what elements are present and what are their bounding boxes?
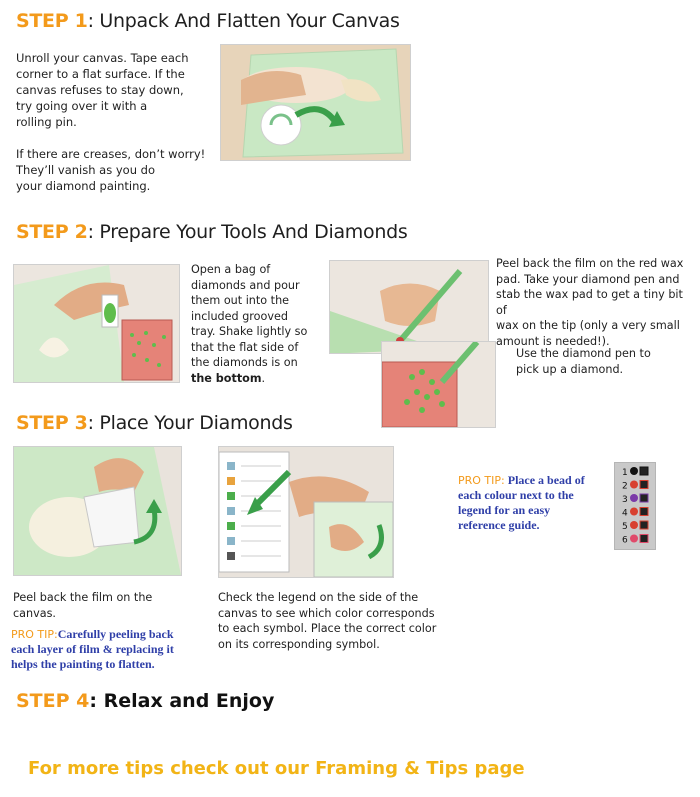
text-line: canvas refuses to stay down, — [16, 83, 184, 97]
legend-symbol — [640, 521, 648, 529]
legend-number: 2 — [622, 481, 628, 492]
illustration-pick-diamond — [381, 341, 496, 428]
step-1-instructions — [16, 50, 206, 194]
legend-bead — [630, 481, 638, 489]
text-line: They’ll vanish as you do — [16, 163, 155, 177]
step-3-left-caption — [13, 590, 213, 621]
text-line: your diamond painting. — [16, 179, 151, 193]
step-label: STEP — [16, 690, 77, 712]
text-line: Peel back the film on the — [13, 591, 153, 604]
step-number: 1 — [74, 10, 88, 32]
footer-tips-link[interactable]: For more tips check out our Framing & Tips page — [28, 758, 525, 779]
text-line: the diamonds is on — [191, 356, 298, 369]
text-line: legend for an easy — [458, 503, 551, 517]
text-line: rolling pin. — [16, 115, 77, 129]
legend-number: 5 — [622, 522, 628, 532]
step-number: 4 — [76, 690, 90, 712]
step-2-pick-instructions — [516, 346, 696, 377]
text-line: that the flat side of — [191, 340, 299, 354]
text-line: try going over it with a — [16, 99, 148, 113]
step-1-heading — [16, 10, 400, 32]
step-number: 3 — [74, 412, 88, 434]
text-line: reference guide. — [458, 518, 540, 532]
step-title-text: : Unpack And Flatten Your Canvas — [87, 10, 400, 32]
step-label: STEP — [16, 10, 75, 32]
text: . — [261, 371, 266, 385]
illustration-unroll-canvas — [220, 44, 411, 161]
text-line: Check the legend on the side of the — [218, 591, 419, 604]
text-line: Carefully peeling back — [57, 627, 174, 641]
text-line: included grooved — [191, 309, 288, 323]
illustration-wax-pad — [329, 260, 489, 354]
legend-strip — [614, 462, 656, 550]
text-line: Peel back the film on the red wax — [496, 257, 684, 270]
step-2-left-instructions — [191, 262, 326, 386]
legend-symbol — [640, 535, 648, 543]
step-title-text: : Place Your Diamonds — [87, 412, 293, 434]
legend-number: 1 — [622, 468, 628, 478]
legend-bead — [630, 467, 638, 475]
pro-tip-label: PRO TIP: — [458, 474, 505, 487]
step-title-text: : Prepare Your Tools And Diamonds — [87, 221, 408, 243]
legend-bead — [630, 535, 638, 543]
step-4-heading — [16, 690, 274, 712]
legend-bead — [630, 494, 638, 502]
step-2-heading — [16, 221, 407, 243]
legend-bead — [630, 508, 638, 516]
text-line: If there are creases, don’t worry! — [16, 147, 206, 161]
legend-symbol — [640, 481, 648, 489]
text-line: canvas to see which color corresponds — [218, 606, 435, 620]
legend-number: 6 — [622, 535, 628, 546]
illustration-legend-placement — [218, 446, 394, 578]
pro-tip-label: PRO TIP: — [11, 628, 58, 641]
text-line: Place a bead of — [507, 473, 585, 487]
step-3-mid-caption — [218, 590, 438, 652]
text-line: each colour next to the — [458, 488, 574, 502]
legend-symbol — [640, 467, 648, 475]
pro-tip-legend — [458, 473, 608, 533]
legend-symbol — [640, 508, 648, 516]
text-line: Unroll your canvas. Tape each — [16, 51, 189, 65]
text-line: pad. Take your diamond pen and — [496, 272, 680, 286]
step-number: 2 — [74, 221, 88, 243]
step-title-text: : Relax and Enjoy — [89, 690, 275, 712]
text-line: helps the painting to flatten. — [11, 657, 155, 671]
step-2-right-instructions — [496, 256, 696, 349]
text-line: them out into the — [191, 294, 290, 307]
text-line: to each symbol. Place the correct color — [218, 622, 437, 635]
pro-tip-peel — [11, 627, 211, 672]
legend-number: 3 — [622, 495, 628, 505]
text-line: Open a bag of — [191, 263, 271, 276]
text-line: tray. Shake lightly so — [191, 325, 308, 338]
legend-beads — [615, 463, 655, 549]
illustration-peel-film — [13, 446, 182, 576]
legend-symbol — [640, 494, 648, 502]
bold-text: the bottom — [191, 371, 262, 385]
text-line: stab the wax pad to get a tiny bit of — [496, 288, 683, 317]
text-line: pick up a diamond. — [516, 362, 624, 376]
illustration-pour-diamonds — [13, 264, 180, 383]
legend-number: 4 — [622, 508, 628, 519]
text-line: wax on the tip (only a very small — [496, 319, 680, 332]
step-label: STEP — [16, 221, 75, 243]
text-line: amount is needed!). — [496, 334, 610, 348]
step-label: STEP — [16, 412, 75, 434]
text-line: diamonds and pour — [191, 278, 300, 292]
text-line: corner to a flat surface. If the — [16, 67, 185, 81]
step-3-heading — [16, 412, 293, 434]
legend-bead — [630, 521, 638, 529]
text-line: on its corresponding symbol. — [218, 637, 380, 651]
text-line: canvas. — [13, 606, 56, 620]
text-line: Use the diamond pen to — [516, 347, 651, 360]
text-line: each layer of film & replacing it — [11, 642, 174, 656]
